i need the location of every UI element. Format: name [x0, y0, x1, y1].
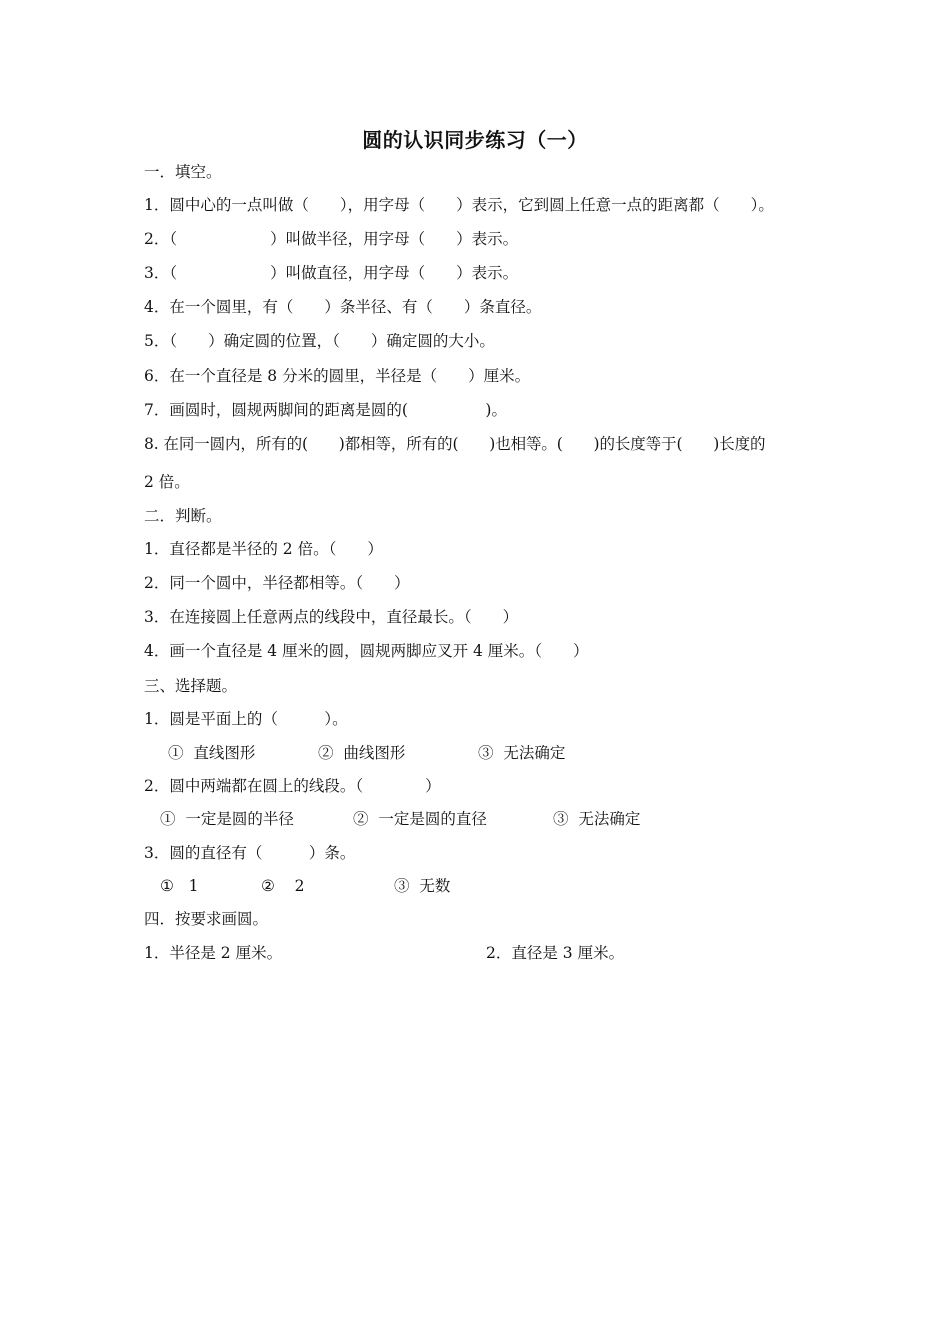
- text-line: ① 直线图形: [168, 744, 256, 762]
- text-line: 7．画圆时，圆规两脚间的距离是圆的( )。: [144, 401, 507, 419]
- text-line: ② 曲线图形: [318, 744, 406, 762]
- text-line: 二．判断。: [144, 507, 222, 525]
- text-line: 1．圆是平面上的（ ）。: [144, 710, 348, 728]
- text-line: 4．画一个直径是 4 厘米的圆，圆规两脚应叉开 4 厘米。（ ）: [144, 642, 589, 660]
- text-line: ① 1: [160, 877, 199, 895]
- text-line: 2．同一个圆中，半径都相等。（ ）: [144, 574, 410, 592]
- text-line: 4．在一个圆里，有（ ）条半径、有（ ）条直径。: [144, 298, 542, 316]
- text-line: ② 2: [261, 877, 305, 895]
- text-line: 2．（ ）叫做半径，用字母（ ）表示。: [144, 230, 519, 248]
- text-line: ① 一定是圆的半径: [160, 810, 294, 828]
- text-line: 2．直径是 3 厘米。: [486, 944, 625, 962]
- text-line: ② 一定是圆的直径: [353, 810, 487, 828]
- text-line: ③ 无法确定: [478, 744, 566, 762]
- text-line: 8. 在同一圆内，所有的( )都相等，所有的( )也相等。( )的长度等于( )长度的: [144, 435, 766, 453]
- text-line: ③ 无法确定: [553, 810, 641, 828]
- text-line: ③ 无数: [394, 877, 451, 895]
- text-line: 3．圆的直径有（ ）条。: [144, 844, 356, 862]
- page-title: 圆的认识同步练习（一）: [362, 128, 588, 152]
- text-line: 2．圆中两端都在圆上的线段。（ ）: [144, 777, 441, 795]
- text-line: 3．（ ）叫做直径，用字母（ ）表示。: [144, 264, 519, 282]
- text-line: 1．直径都是半径的 2 倍。（ ）: [144, 540, 383, 558]
- text-line: 3．在连接圆上任意两点的线段中，直径最长。（ ）: [144, 608, 519, 626]
- text-line: 一．填空。: [144, 163, 222, 181]
- text-line: 三、选择题。: [144, 677, 238, 695]
- text-line: 6．在一个直径是 8 分米的圆里，半径是（ ）厘米。: [144, 367, 531, 385]
- text-line: 2 倍。: [144, 473, 190, 491]
- text-line: 1．圆中心的一点叫做（ ），用字母（ ）表示，它到圆上任意一点的距离都（ ）。: [144, 196, 774, 214]
- text-line: 5．（ ）确定圆的位置，（ ）确定圆的大小。: [144, 332, 495, 350]
- text-line: 1．半径是 2 厘米。: [144, 944, 283, 962]
- text-line: 四．按要求画圆。: [144, 910, 269, 928]
